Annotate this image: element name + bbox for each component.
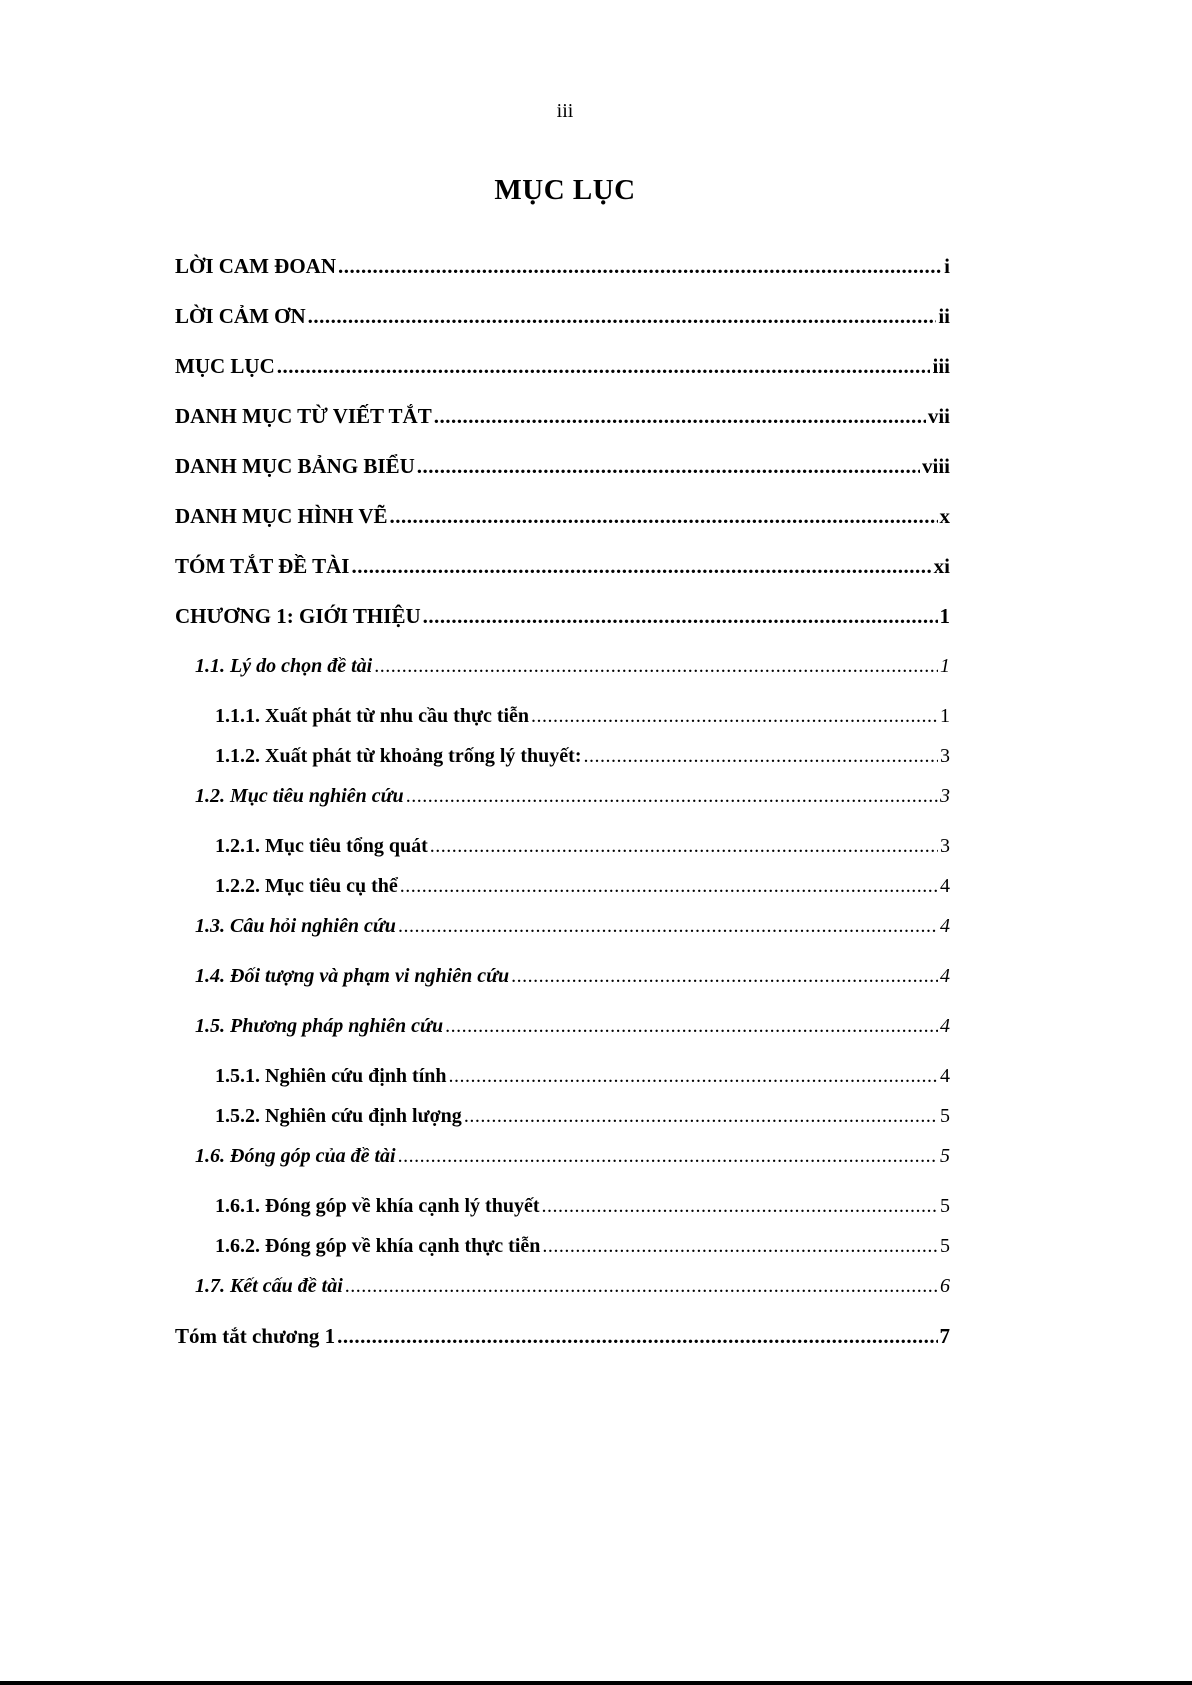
toc-dot-leader — [583, 746, 938, 766]
toc-dot-leader — [374, 656, 938, 676]
toc-entry-label: Tóm tắt chương 1 — [175, 1324, 336, 1348]
toc-entry[interactable] — [195, 1016, 950, 1036]
toc-entry-page: x — [939, 504, 950, 528]
toc-dot-leader — [406, 786, 938, 806]
toc-dot-leader — [398, 1146, 938, 1166]
toc-entry-page: 3 — [940, 785, 950, 807]
toc-entry-label: 1.1.2. Xuất phát từ khoảng trống lý thuyết: — [215, 745, 582, 767]
toc-entry[interactable] — [175, 406, 950, 427]
toc-entry[interactable] — [175, 606, 950, 627]
toc-entry-label: TÓM TẮT ĐỀ TÀI — [175, 554, 350, 578]
toc-entry-page: 5 — [940, 1145, 950, 1167]
toc-entry-page: 1 — [939, 604, 950, 628]
toc-dot-leader — [542, 1236, 938, 1256]
toc-entry-page: 5 — [940, 1195, 950, 1217]
page-number: iii — [556, 100, 574, 122]
toc-entry[interactable] — [175, 306, 950, 327]
toc-entry-label: 1.6.2. Đóng góp về khía cạnh thực tiễn — [215, 1235, 541, 1257]
toc-entry-label: 1.7. Kết cấu đề tài — [195, 1275, 343, 1297]
toc-entry-label: DANH MỤC HÌNH VẼ — [175, 504, 388, 528]
toc-entry[interactable] — [195, 1146, 950, 1166]
toc-dot-leader — [308, 306, 937, 327]
toc-dot-leader — [445, 1016, 938, 1036]
toc-dot-leader — [511, 966, 938, 986]
toc-entry-label: 1.5.1. Nghiên cứu định tính — [215, 1065, 447, 1087]
toc-entry[interactable] — [215, 1066, 950, 1086]
toc-entry[interactable] — [175, 506, 950, 527]
toc-entry-label: 1.2.2. Mục tiêu cụ thể — [215, 875, 398, 897]
toc-dot-leader — [351, 556, 931, 577]
toc-entry[interactable] — [175, 356, 950, 377]
toc-dot-leader — [542, 1196, 939, 1216]
toc-entry-label: 1.1. Lý do chọn đề tài — [195, 655, 373, 677]
toc-entry[interactable] — [195, 786, 950, 806]
toc-entry[interactable] — [215, 1196, 950, 1216]
toc-entry[interactable] — [215, 1236, 950, 1256]
toc-entry-page: 6 — [940, 1275, 950, 1297]
toc-dot-leader — [434, 406, 926, 427]
toc-dot-leader — [400, 876, 938, 896]
toc-dot-leader — [337, 1326, 937, 1347]
toc-entry-label: 1.2. Mục tiêu nghiên cứu — [195, 785, 404, 807]
toc-dot-leader — [277, 356, 931, 377]
toc-entry[interactable] — [195, 1276, 950, 1296]
toc-dot-leader — [398, 916, 938, 936]
toc-entry-page: i — [944, 254, 950, 278]
toc-dot-leader — [430, 836, 938, 856]
toc-entry-page: 5 — [940, 1105, 950, 1127]
toc-dot-leader — [423, 606, 938, 627]
toc-entry-page: 4 — [940, 915, 950, 937]
toc-entry[interactable] — [215, 836, 950, 856]
toc-entry-page: 4 — [940, 875, 950, 897]
toc-entry-label: 1.5. Phương pháp nghiên cứu — [195, 1015, 444, 1037]
toc-entry-label: 1.6. Đóng góp của đề tài — [195, 1145, 396, 1167]
toc-entry-page: ii — [938, 304, 950, 328]
toc-entry-label: 1.6.1. Đóng góp về khía cạnh lý thuyết — [215, 1195, 540, 1217]
toc-dot-leader — [345, 1276, 938, 1296]
toc-entry-label: 1.1.1. Xuất phát từ nhu cầu thực tiễn — [215, 705, 530, 727]
bottom-border — [0, 1681, 1192, 1685]
toc-entry-page: 1 — [940, 655, 950, 677]
toc-dot-leader — [531, 706, 938, 726]
toc-entry-page: 4 — [940, 1015, 950, 1037]
toc-entry-page: vii — [927, 404, 950, 428]
toc-dot-leader — [464, 1106, 938, 1126]
toc-entry[interactable] — [175, 456, 950, 477]
toc-entry-page: 3 — [940, 745, 950, 767]
toc-entry[interactable] — [215, 1106, 950, 1126]
toc-entry-label: 1.5.2. Nghiên cứu định lượng — [215, 1105, 462, 1127]
toc-entry-page: 4 — [940, 1065, 950, 1087]
toc-entry-label: 1.4. Đối tượng và phạm vi nghiên cứu — [195, 965, 510, 987]
toc-entry-page: viii — [921, 454, 950, 478]
toc-entry-page: 5 — [940, 1235, 950, 1257]
toc-entry-label: LỜI CẢM ƠN — [175, 304, 306, 328]
toc-entry[interactable] — [215, 746, 950, 766]
toc-entry-page: xi — [933, 554, 950, 578]
toc-entry-page: 4 — [940, 965, 950, 987]
toc-entry-label: MỤC LỤC — [175, 354, 275, 378]
toc-entry-page: 1 — [940, 705, 950, 727]
toc-entry-label: DANH MỤC TỪ VIẾT TẮT — [175, 404, 432, 428]
toc-entry[interactable] — [175, 256, 950, 277]
toc-entry-label: DANH MỤC BẢNG BIỂU — [175, 454, 415, 478]
toc-entry[interactable] — [195, 656, 950, 676]
toc-entry-label: 1.2.1. Mục tiêu tổng quát — [215, 835, 428, 857]
toc-entry[interactable] — [195, 966, 950, 986]
toc-dot-leader — [417, 456, 920, 477]
toc-entry[interactable] — [175, 1326, 950, 1347]
toc-entry[interactable] — [215, 706, 950, 726]
toc-entry-page: 3 — [940, 835, 950, 857]
page-title: MỤC LỤC — [494, 174, 636, 206]
toc-dot-leader — [338, 256, 942, 277]
toc-entry-page: iii — [932, 354, 950, 378]
toc-entry[interactable] — [215, 876, 950, 896]
toc-entry-label: LỜI CAM ĐOAN — [175, 254, 336, 278]
toc-entry[interactable] — [195, 916, 950, 936]
toc-dot-leader — [390, 506, 938, 527]
toc-entry-label: 1.3. Câu hỏi nghiên cứu — [195, 915, 396, 937]
toc-entry-label: CHƯƠNG 1: GIỚI THIỆU — [175, 604, 421, 628]
toc-entry-page: 7 — [939, 1324, 950, 1348]
toc-dot-leader — [449, 1066, 938, 1086]
toc-entry[interactable] — [175, 556, 950, 577]
